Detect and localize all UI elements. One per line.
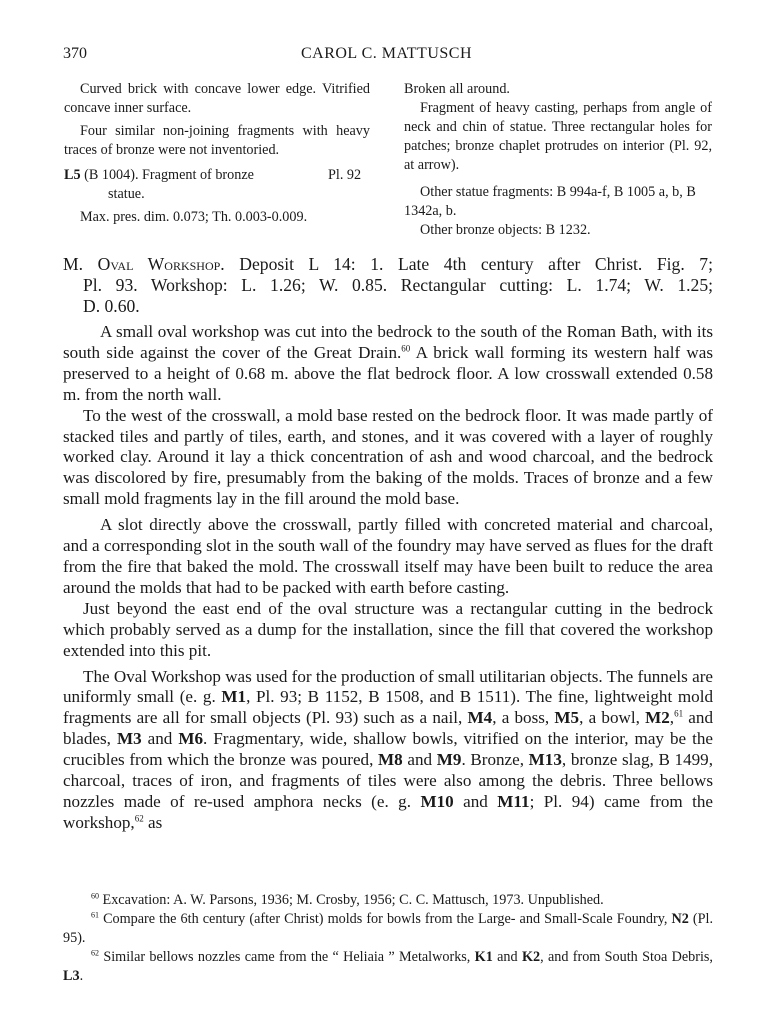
body-text [63,322,713,834]
footnotes [63,891,713,986]
catalog-entry-plate: Pl. 92 [328,167,362,183]
body-paragraph: A small oval workshop was cut into the bedrock to the south of the Roman Bath, with its south side against the cover of the Great Drain.$^{60}$ A brick wall forming its western half was preserved to a height of 0.68 m. above the flat bedrock floor. A low crosswall extended 0.58 m. from the north wall. [63,322,713,404]
catalog-dimensions: Max. pres. dim. 0.073; Th. 0.003-0.009. [80,209,308,225]
catalog-paragraph: Fragment of heavy casting, perhaps from angle of neck and chin of statue. Three rectangular holes for patches; bronze chaplet protrudes on interior (Pl. 92, at arrow). [404,100,712,173]
running-header-author: CAROL C. MATTUSCH [300,45,473,62]
catalog-ref: M4 [467,708,493,728]
section-details: . Deposit L 14: 1. Late 4th century after Christ. Fig. 7; [220,254,713,274]
footnote-ref: 62 [134,813,144,824]
footnote-62: $^{62}$ Similar bellows nozzles came from the “ Heliaia ” Metalworks, K1 and K2, and from South Stoa Debris, L3. [63,948,713,984]
catalog-ref: M8 [378,750,403,770]
footnote-60: $^{60}$ Excavation: A. W. Parsons, 1936; M. Crosby, 1956; C. C. Mattusch, 1973. Unpublished. [91,891,604,908]
catalog-ref: M2 [645,708,670,728]
catalog-ref: M11 [497,791,530,811]
catalog-entry-text: (B 1004). Fragment of bronze [84,167,254,183]
body-paragraph: Just beyond the east end of the oval structure was a rectangular cutting in the bedrock which probably served as a dump for the installation, since the fill that covered the workshop extended into this pit. [63,598,713,660]
catalog-ref: M3 [116,729,142,749]
page-number: 370 [63,45,87,62]
catalog-ref: M5 [554,708,580,728]
footnote-ref: 60 [401,343,411,354]
catalog-paragraph: Four similar non-joining fragments with heavy traces of bronze were not inventoried. [64,123,370,158]
section-title: Oval Workshop [97,254,221,274]
catalog-ref: M10 [420,791,454,811]
body-paragraph: A slot directly above the crosswall, partly filled with concreted material and charcoal, and a corresponding slot in the south wall of the foundry may have served as flues for the draft from the fire that baked the mold. The crosswall itself may have been built to reduce the area around the molds that had to be packed with earth before casting. [63,515,713,597]
catalog-entry-continuation: statue. [108,186,145,202]
catalog-left-column [64,80,370,227]
catalog-entry-L5 [64,166,370,204]
catalog-paragraph: Other statue fragments: B 994a-f, B 1005 a, b, B 1342a, b. [404,184,696,219]
catalog-ref: M13 [528,750,562,770]
section-heading [63,254,713,317]
body-paragraph: To the west of the crosswall, a mold base rested on the bedrock floor. It was made partly of stacked tiles and partly of tiles, earth, and stones, and it was covered with a layer of roughly worked clay. Around it lay a thick concentration of ash and wood charcoal, and the bedrock was discolored by fire, presumably from the baking of the molds. Traces of bronze and a few small mold fragments lay in the fill around the mold base. [63,405,713,509]
catalog-paragraph: Curved brick with concave lower edge. Vitrified concave inner surface. [64,81,370,116]
section-letter: M. [63,254,84,274]
catalog-ref: M1 [221,687,247,707]
catalog-paragraph: Other bronze objects: B 1232. [420,222,591,238]
catalog-right-column [404,80,712,240]
section-details-line: D. 0.60. [83,296,140,316]
section-details-line: Pl. 93. Workshop: L. 1.26; W. 0.85. Rectangular cutting: L. 1.74; W. 1.25; [83,275,713,295]
footnote-61: $^{61}$ Compare the 6th century (after Christ) molds for bowls from the Large- and Small-Scale Foundry, N2 (Pl. 95). [63,910,714,946]
body-paragraph: The Oval Workshop was used for the production of small utilitarian objects. The funnels are uniformly small (e. g. M1, Pl. 93; B 1152, B 1508, and B 1511). The fine, lightweight mold fragments are all for small objects (Pl. 93) such as a nail, M4, a boss, M5, a bowl, M2,61 and blades, M3 and M6. Fragmentary, wide, shallow bowls, vitrified on the interior, may be the crucibles from which the bronze was poured, M8 and M9. Bronze, M13, bronze slag, B 1499, charcoal, traces of iron, and fragments of tiles were also among the debris. Three bellows nozzles made of re-used amphora necks (e. g. M10 and M11; Pl. 94) came from the workshop,$^{62}$ as [63,666,714,832]
footnote-ref: 61 [674,708,684,719]
catalog-paragraph: Broken all around. [404,81,510,97]
catalog-ref: M6 [178,729,204,749]
catalog-ref: M9 [436,750,462,770]
catalog-entry-id: L5 [64,167,81,183]
